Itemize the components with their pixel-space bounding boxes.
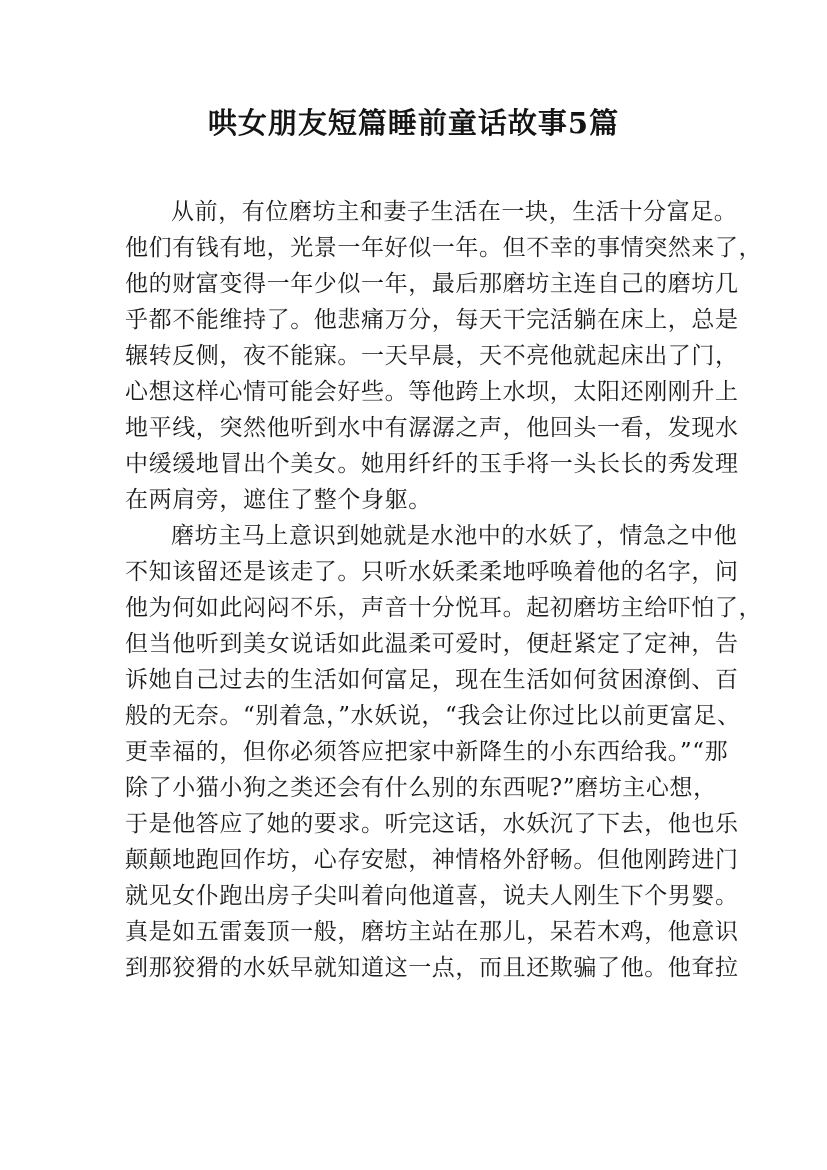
paragraph-line: 真是如五雷轰顶一般，磨坊主站在那儿，呆若木鸡，他意识 (125, 919, 739, 945)
paragraph-line: 般的无奈。“别着急，”水妖说，“我会让你过比以前更富足、 (125, 703, 741, 729)
paragraph-line: 不知该留还是该走了。只听水妖柔柔地呼唤着他的名字，问 (125, 559, 739, 585)
paragraph-line: 地平线，突然他听到水中有潺潺之声，他回头一看，发现水 (125, 415, 739, 441)
paragraph-line: 辗转反侧，夜不能寐。一天早晨，天不亮他就起床出了门， (125, 343, 739, 369)
paragraph-line: 就见女仆跑出房子尖叫着向他道喜，说夫人刚生下个男婴。 (125, 883, 739, 909)
paragraph-line: 除了小猫小狗之类还会有什么别的东西呢?”磨坊主心想， (125, 775, 717, 801)
paragraph-line: 磨坊主马上意识到她就是水池中的水妖了，情急之中他 (171, 523, 738, 549)
paragraph-line: 他为何如此闷闷不乐，声音十分悦耳。起初磨坊主给吓怕了， (125, 595, 763, 621)
document-title: 哄女朋友短篇睡前童话故事5篇 (207, 106, 620, 140)
paragraph-line: 从前，有位磨坊主和妻子生活在一块，生活十分富足。 (171, 199, 738, 225)
paragraph-line: 中缓缓地冒出个美女。她用纤纤的玉手将一头长长的秀发理 (125, 451, 739, 477)
paragraph-line: 但当他听到美女说话如此温柔可爱时，便赶紧定了定神，告 (125, 631, 739, 657)
paragraph-line: 他的财富变得一年少似一年，最后那磨坊主连自己的磨坊几 (125, 271, 739, 297)
paragraph-line: 乎都不能维持了。他悲痛万分，每天干完活躺在床上，总是 (125, 307, 739, 333)
paragraph-line: 颠颠地跑回作坊，心存安慰，神情格外舒畅。但他刚跨进门 (125, 847, 739, 873)
paragraph-line: 诉她自己过去的生活如何富足，现在生活如何贫困潦倒、百 (125, 667, 739, 693)
paragraph-line: 他们有钱有地，光景一年好似一年。但不幸的事情突然来了， (125, 235, 763, 261)
paragraph-line: 到那狡猾的水妖早就知道这一点，而且还欺骗了他。他耷拉 (125, 955, 739, 981)
paragraph-line: 在两肩旁，遮住了整个身躯。 (125, 487, 432, 513)
paragraph-line: 于是他答应了她的要求。听完这话，水妖沉了下去，他也乐 (125, 811, 739, 837)
paragraph-line: 心想这样心情可能会好些。等他跨上水坝，太阳还刚刚升上 (125, 379, 739, 405)
paragraph-line: 更幸福的，但你必须答应把家中新降生的小东西给我。”“那 (125, 739, 729, 765)
